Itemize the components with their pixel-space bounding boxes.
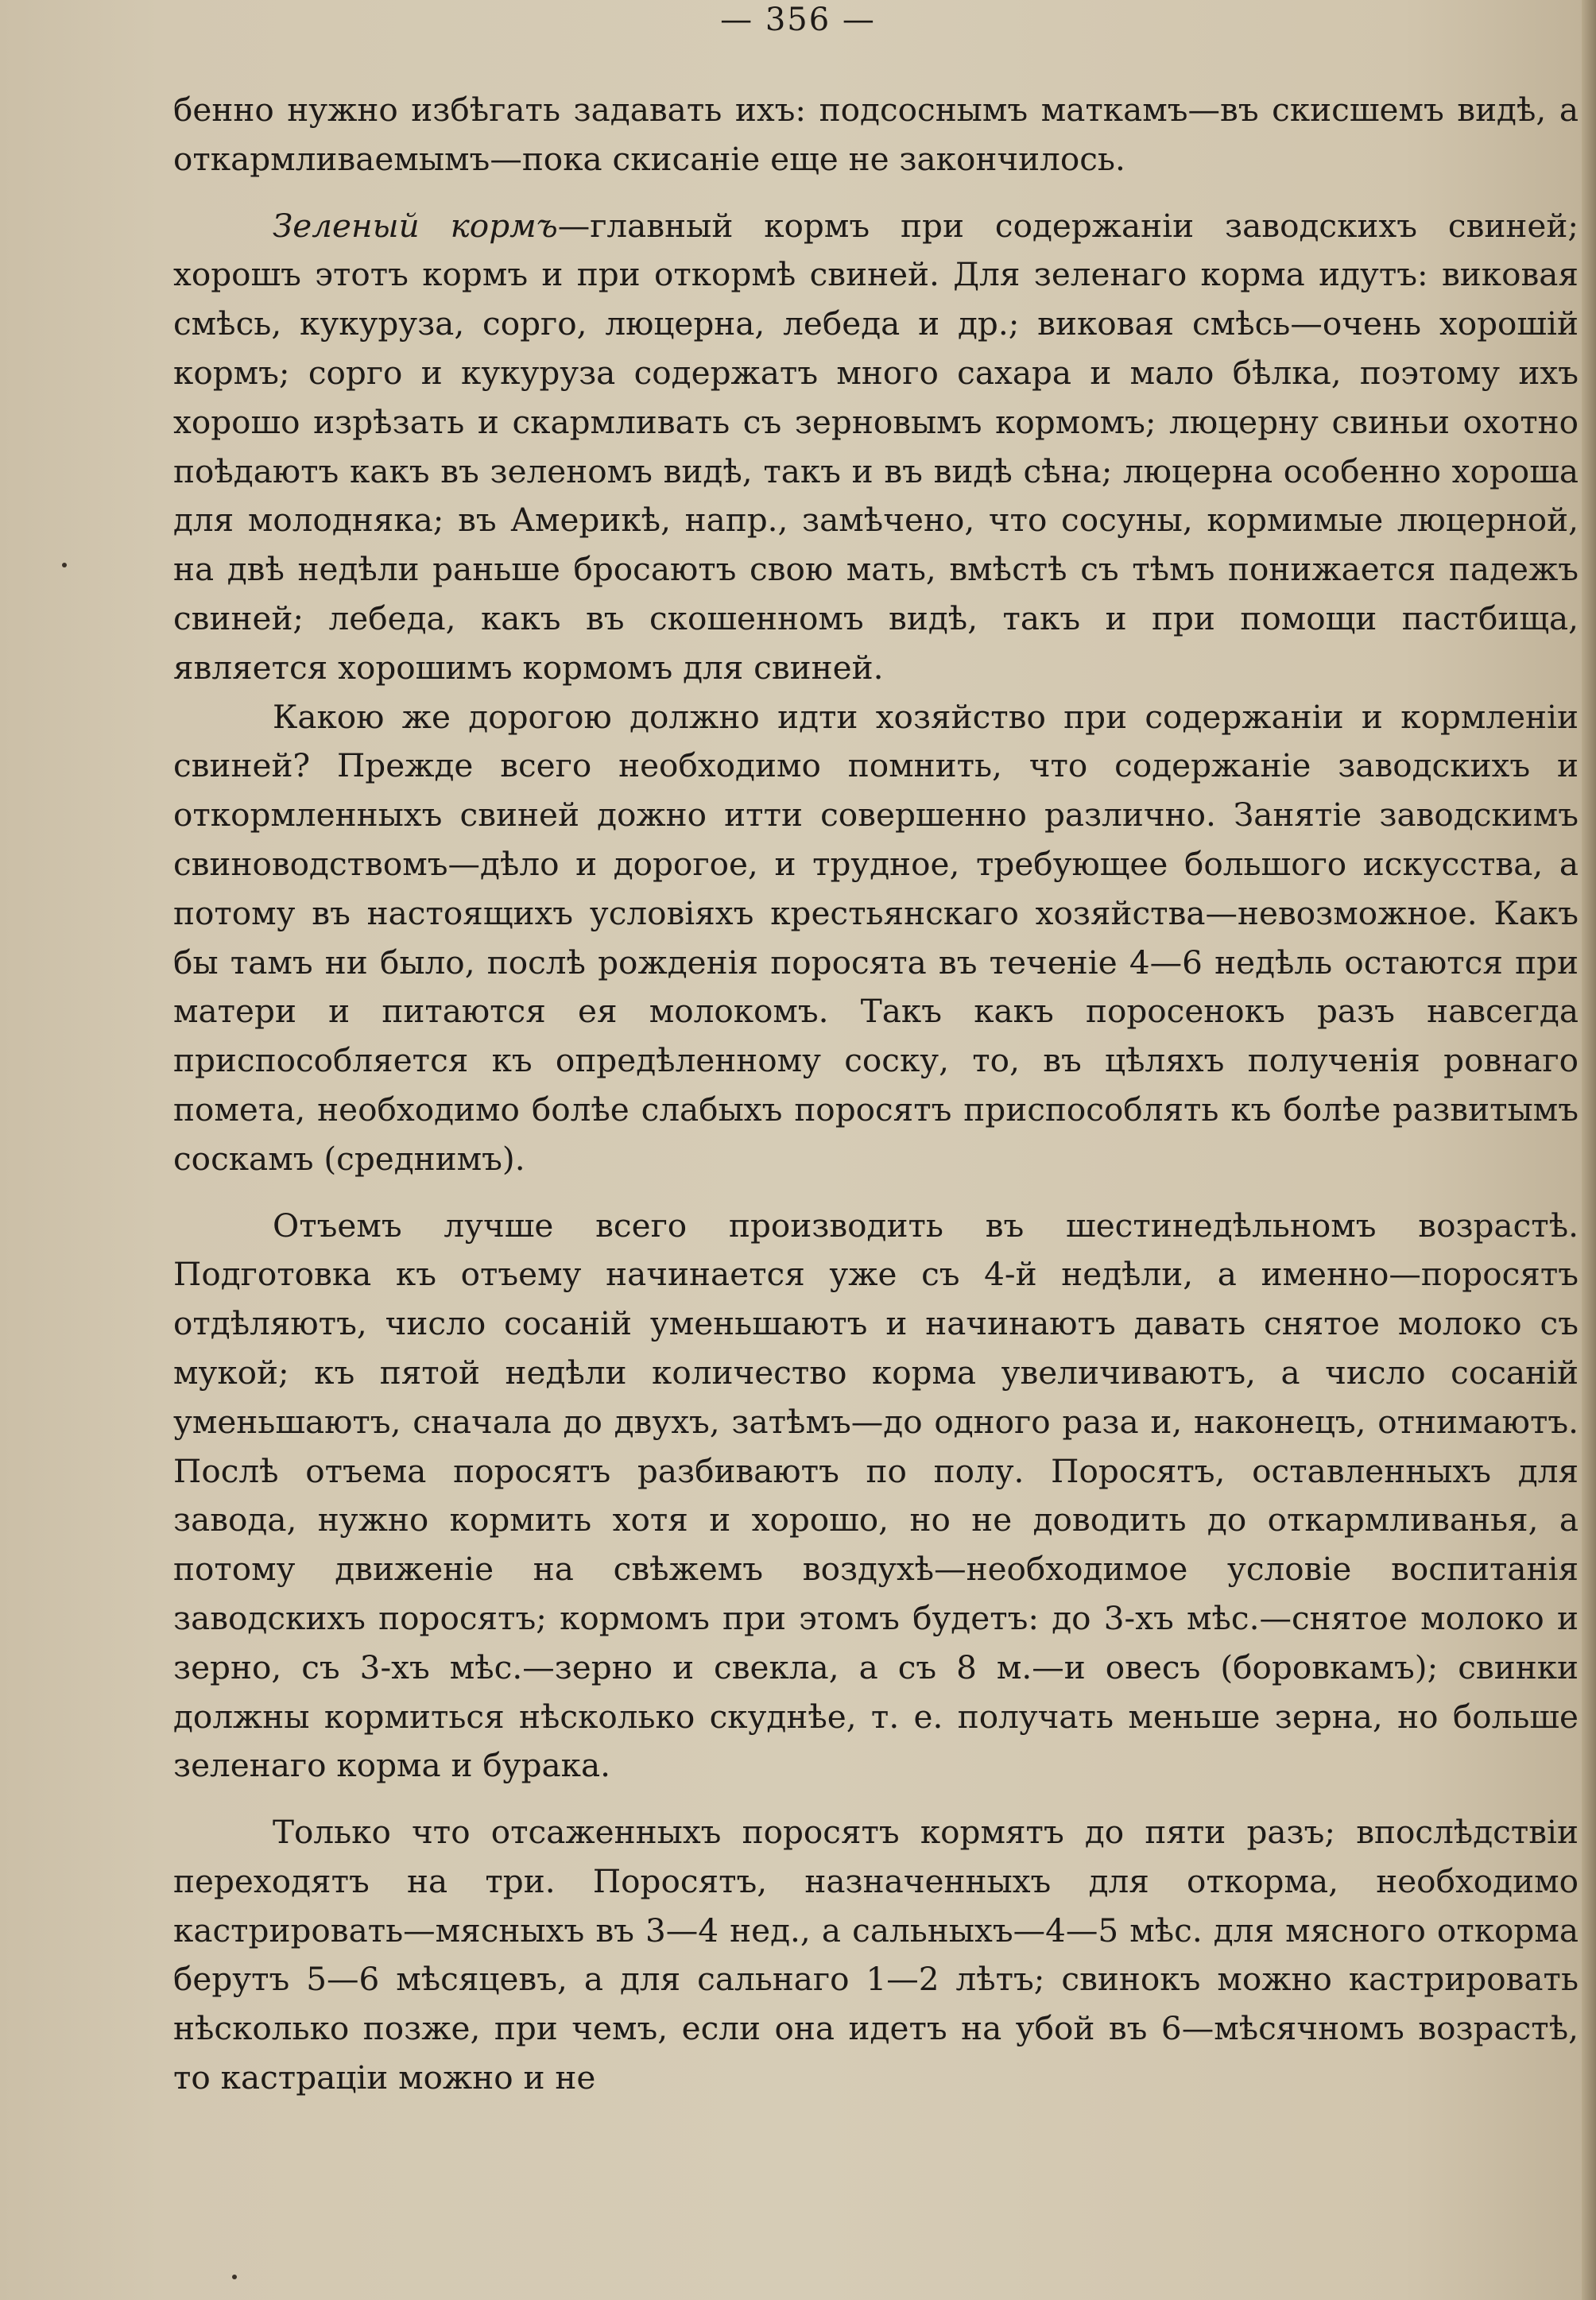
paragraph-4-text: Отъемъ лучше всего производить въ шестинедѣльномъ возрастѣ. Подготовка къ отъему начинается уже съ 4-й недѣли, а именно—поросятъ отдѣляютъ, число сосаній уменьшаютъ и начинаютъ давать снятое молоко съ мукой; къ пятой недѣли количество корма увеличиваютъ, а число сосаній уменьшаютъ, сначала до двухъ, затѣмъ—до одного раза и, наконецъ, отнимаютъ. Послѣ отъема поросятъ разбиваютъ по полу. Поросятъ, оставленныхъ для завода, нужно кормить хотя и хорошо, но не доводить до откармливанья, а потому движеніе на свѣжемъ воздухѣ—необходимое условіе воспитанія заводскихъ поросятъ; кормомъ при этомъ будетъ: до 3-хъ мѣс.—снятое молоко и зерно, съ 3-хъ мѣс.—зерно и свекла, а съ 8 м.—и овесъ (боровкамъ); свинки должны кормиться нѣсколько скуднѣе, т. е. получать меньше зерна, но больше зеленаго корма и бурака. (173, 1206, 1579, 1785)
page-number: — 356 — (720, 2, 876, 38)
term-green-feed: Зеленый кормъ (273, 206, 558, 245)
paragraph-4 (173, 1202, 1579, 1791)
paragraph-1 (173, 86, 1579, 184)
body-text (173, 86, 1579, 2103)
paper-speck (62, 563, 67, 567)
paragraph-3 (173, 693, 1579, 1184)
paragraph-5-text: Только что отсаженныхъ поросятъ кормятъ до пяти разъ; впослѣдствіи переходятъ на три. Поросятъ, назначенныхъ для откорма, необходимо кастрировать—мясныхъ въ 3—4 нед., а сальныхъ—4—5 мѣс. для мясного откорма берутъ 5—6 мѣсяцевъ, а для сальнаго 1—2 лѣтъ; свинокъ можно кастрировать нѣсколько позже, при чемъ, если она идетъ на убой въ 6—мѣсячномъ возрастѣ, то кастраціи можно и не (173, 1813, 1579, 2097)
paragraph-1-text: бенно нужно избѣгать задавать ихъ: подсоснымъ маткамъ—въ скисшемъ видѣ, а откармливаемымъ—пока скисаніе еще не закончилось. (173, 91, 1579, 178)
paragraph-5 (173, 1808, 1579, 2103)
page-edge (1582, 0, 1596, 2300)
paragraph-2-text: —главный кормъ при содержаніи заводскихъ свиней; хорошъ этотъ кормъ и при откормѣ свиней. Для зеленаго корма идутъ: виковая смѣсь, кукуруза, сорго, люцерна, лебеда и др.; виковая смѣсь—очень хорошій кормъ; сорго и кукуруза содержатъ много сахара и мало бѣлка, поэтому ихъ хорошо изрѣзать и скармливать съ зерновымъ кормомъ; люцерну свиньи охотно поѣдаютъ какъ въ зеленомъ видѣ, такъ и въ видѣ сѣна; люцерна особенно хороша для молодняка; въ Америкѣ, напр., замѣчено, что сосуны, кормимые люцерной, на двѣ недѣли раньше бросаютъ свою мать, вмѣстѣ съ тѣмъ понижается падежъ свиней; лебеда, какъ въ скошенномъ видѣ, такъ и при помощи пастбища, является хорошимъ кормомъ для свиней. (173, 206, 1579, 687)
paragraph-3-text: Какою же дорогою должно идти хозяйство при содержаніи и кормленіи свиней? Прежде всего необходимо помнить, что содержаніе заводскихъ и откормленныхъ свиней дожно итти совершенно различно. Занятіе заводскимъ свиноводствомъ—дѣло и дорогое, и трудное, требующее большого искусства, а потому въ настоящихъ условіяхъ крестьянскаго хозяйства—невозможное. Какъ бы тамъ ни было, послѣ рожденія поросята въ теченіе 4—6 недѣль остаются при матери и питаются ея молокомъ. Такъ какъ поросенокъ разъ навсегда приспособляется къ опредѣленному соску, то, въ цѣляхъ полученія ровнаго помета, необходимо болѣе слабыхъ поросятъ приспособлять къ болѣе развитымъ соскамъ (среднимъ). (173, 697, 1579, 1178)
paper-speck (232, 2275, 237, 2279)
paragraph-2 (173, 202, 1579, 693)
